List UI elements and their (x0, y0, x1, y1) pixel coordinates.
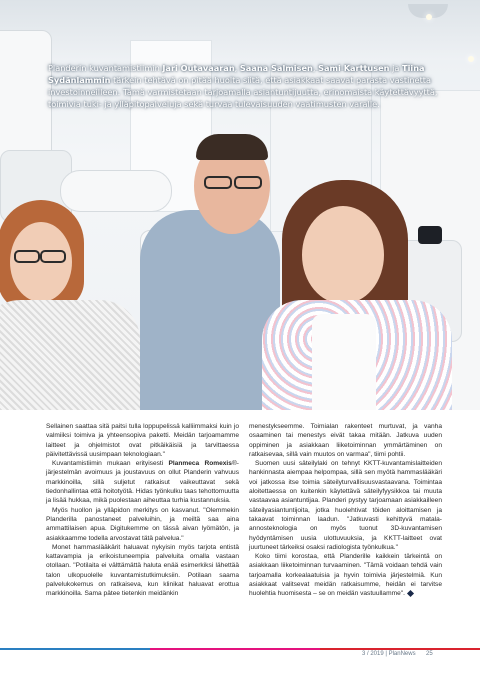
paragraph (249, 552, 442, 598)
paragraph: Myös huollon ja ylläpidon merkitys on kasvanut. "Olemmekin Planderilla panostaneet palveluihin, ja meiltä saa aina ammattilaisen apua. Digitukemme on tässä aivan lyömätön, ja asiakkaamme todella arvostavat tätä palvelua." (46, 506, 239, 542)
right-column (249, 422, 442, 599)
paragraph: Sellainen saattaa sitä paitsi tulla loppupelissä kalliimmaksi kuin jo valmiiksi toimiva ja yhteensopiva paketti. Meidän tarjoamamme laitteet ja ohjelmistot ovat pitkäikäisiä ja tarvittaessa päivitettävissä uusimpaan teknologiaan." (46, 423, 239, 458)
footer-stripe-blue (0, 648, 150, 650)
end-of-article-icon (407, 590, 414, 597)
xray-machine (0, 30, 52, 162)
white-top (312, 314, 376, 410)
lamp-light (426, 14, 432, 20)
left-column (46, 422, 239, 599)
glasses-icon (234, 176, 262, 189)
paragraph: Suomen uusi säteilylaki on tehnyt KKTT-kuvantamislaitteiden hankinnasta aiempaa helpompaa, sillä sen myötä hammaslääkäri voi jatkossa itse toimia säteilyturvallisuusvastaavana. Toimintaa aloitettaessa on kuitenkin käytettävä säteilyfyysikkoa tai muuta vastaavaa asiantuntijaa. Planderi pystyy tarjoamaan asiakkailleen säteilyasiantuntijoita, jotka huolehtivat töiden aloittamisen ja takaavat toiminnan laadun. "Jatkuvasti kehittyvä matala-annosteknologia on myös tuonut 3D-kuvantamisen hyödyntämisen uusia ulottuvuuksia, ja KKTT-laitteet ovat juurtuneet tärkeiksi osaksi radiologista työnkulkua." (249, 460, 442, 551)
intro-separator: ja (389, 63, 403, 73)
intro-separator: , (312, 63, 319, 73)
paragraph (46, 459, 239, 505)
intro-text (48, 62, 438, 110)
intro-prefix: Planderin kuvantamistiimin (48, 63, 163, 73)
footer-stripe-red (320, 648, 480, 650)
page-number: 25 (426, 651, 433, 657)
lamp-light (468, 56, 474, 62)
article-body (46, 422, 442, 599)
glasses-icon (14, 250, 40, 263)
glasses-icon (204, 176, 232, 189)
paragraph-text: ®-järjestelmän avoimuus ja joustavuus on ollut Planderin vahvuus markkinoilla, sillä suljetut ratkaisut vaikeuttavat sekä tiedonhallintaa että hoitotyötä. Hidas työnkulku taas tehottomuutta ja lisää hukkaa, mikä puolestaan aiheuttaa turhia kustannuksia. (46, 460, 239, 505)
glasses-icon (40, 250, 66, 263)
paragraph-text: Koko tiimi korostaa, että Planderille kaikkein tärkeintä on asiakkaan liiketoiminnan turvaaminen. "Tämä voidaan tehdä vain tarjoamalla korkealaatuisia ja hyvin toimivia järjestelmiä. Kun asiakkaat valitsevat meidän ratkaisumme, heidän ei tarvitse huolehtia huomisesta – se on meidän vastuullamme". (249, 553, 442, 598)
equipment-head (418, 226, 442, 244)
intro-separator: , (234, 63, 240, 73)
patterned-top (0, 300, 140, 410)
intro-rest: tärkein tehtävä on pitää huolta siitä, että asiakkaat saavat parasta vastinetta investoinneilleen. Tämä varmistetaan tarjoamalla asiantuntijuutta, erinomaista käytettävyyttä, toimivia tuki- ja ylläpitopalveluja sekä turvaa tulevaisuuden vaatimusten varalle. (48, 75, 438, 109)
issue-label: 3 / 2019 | PlanNews (362, 651, 416, 657)
product-name: Planmeca Romexis (168, 460, 232, 468)
blue-shirt (140, 210, 280, 410)
imaging-unit (60, 170, 172, 212)
paragraph: menestykseemme. Toimialan rakenteet murtuvat, ja vanha osaaminen tai menestys eivät takaa mitään. Jatkuva uuden oppiminen ja asiakkaan liiketoiminnan ymmärtäminen on ratkaisevaa, sillä vain muutos on varmaa", tiimi pohtii. (249, 423, 442, 458)
intro-name: Sami Karttusen (318, 63, 390, 73)
paragraph-text: Kuvantamistiimin mukaan erityisesti (52, 460, 169, 468)
hair (196, 134, 268, 160)
paragraph: Monet hammaslääkärit haluavat nykyisin myös tarjota entistä kattavampia ja erikoistuneempia palveluita omalla vastaan otollaan. "Potilaita ei välttämättä haluta enää esimerkiksi lähettää talon ulkopuolelle kuvantamistutkimuksiin. Potilaan saama palvelukokemus on ratkaiseva, kun klinikat haluavat erottua markkinoilla. Sama pätee tietenkin meidänkin (46, 543, 239, 598)
face (302, 206, 384, 304)
intro-name: Jari Outavaaran (162, 63, 235, 73)
footer-stripe-pink (150, 648, 320, 650)
intro-name: Tiina Sydänlammin (48, 63, 425, 85)
intro-name: Saana Salmisen (239, 63, 313, 73)
